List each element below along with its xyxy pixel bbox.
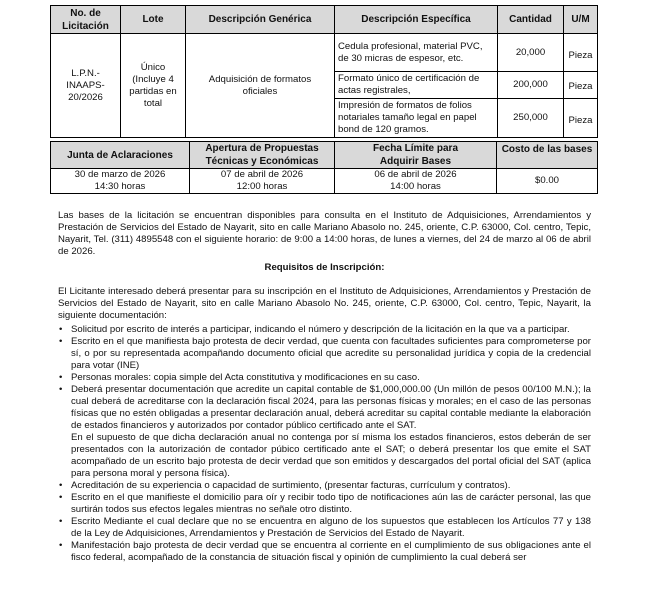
time-text: 12:00 horas — [236, 181, 288, 192]
time-text: 14:30 horas — [94, 181, 146, 192]
requirement-text: Solicitud por escrito de interés a participar, indicando el número y descripción de la licitación en la que va a participar. — [71, 324, 570, 335]
licitacion-number: L.P.N.- INAAPS- 20/2026 — [51, 34, 121, 138]
header-descripcion-generica: Descripción Genérica — [186, 6, 335, 34]
requirements-list — [58, 324, 591, 564]
list-item — [58, 384, 591, 480]
requirement-text: Escrito en el que manifiesta bajo protesta de decir verdad, que cuenta con facultades suficientes para comprometerse por sí, o por su representada acompañando documento oficial que acredite su personalidad jurídica y copia de la credencial para votar (INE) — [71, 336, 591, 371]
item-descripcion: Impresión de formatos de folios notariales tamaño legal en papel bond de 120 gramos. — [335, 99, 498, 138]
bullet-icon: • — [59, 336, 63, 347]
item-descripcion: Formato único de certificación de actas registrales, — [335, 72, 498, 99]
item-um: Pieza — [564, 72, 598, 99]
requirement-text: Deberá presentar documentación que acredite un capital contable de $1,000,000.00 (Un millón de pesos 00/100 M.N.); la cual deberá de acreditarse con la declaración fiscal 2024, para las personas físicas y morales; en el caso de las personas físicas que no estén obligadas a presentar declaración anual, deberá acreditar su capital contable mediante la elaboración de estados financieros y autorizados por contador público certificado ante el SAT. — [71, 384, 591, 431]
requirement-extra-text: En el supuesto de que dicha declaración anual no contenga por sí misma los estados financieros, estos deberán de ser presentados con la autorización de contador púbico certificado ante el SAT; o deberá presentar los que emite el SAT acompañado de un escrito bajo protesta de decir verdad que son emitidos y descargados del portal oficial del SAT (aplica para persona moral y persona física). — [71, 432, 591, 479]
fechas-table — [50, 141, 598, 194]
list-item — [58, 336, 591, 372]
list-item — [58, 540, 591, 564]
list-item — [58, 324, 591, 336]
lote-value: Único (Incluye 4 partidas en total — [121, 34, 186, 138]
time-text: 14:00 horas — [390, 181, 441, 192]
bullet-icon: • — [59, 492, 63, 503]
bases-paragraph: Las bases de la licitación se encuentran disponibles para consulta en el Instituto de Adquisiciones, Arrendamientos y Prestación de Servicios del Estado de Nayarit, sito en calle Mariano Abasolo no. 245, oriente, C.P. 63000, Col. centro, Tepic, Nayarit, Tel. (311) 4895548 con el siguiente horario: de 9:00 a 14:00 horas, de lunes a viernes, del 24 de marzo al 06 de abril de 2026. — [58, 210, 591, 257]
licitacion-table — [50, 5, 598, 138]
item-cantidad: 200,000 — [498, 72, 564, 99]
requirement-text: Manifestación bajo protesta de decir verdad que se encuentra al corriente en el cumplimiento de sus obligaciones ante el fisco federal, acompañado de la constancia de situación fiscal y opinión de cumplimiento la cual deberá ser — [71, 540, 591, 563]
apertura-propuestas-value — [190, 169, 335, 194]
requirement-text: Escrito en el que manifieste el domicilio para oír y recibir todo tipo de notificaciones aún las de carácter personal, las que surtirán todos sus efectos legales mientras no señale otro distinto. — [71, 492, 591, 515]
item-um: Pieza — [564, 34, 598, 72]
requirement-text: Escrito Mediante el cual declare que no se encuentra en alguno de los supuestos que establecen los Artículos 77 y 138 de la Ley de Adquisiciones, Arrendamientos y Prestación de Servicios del Estado de Nayarit. — [71, 516, 591, 539]
section-title: Requisitos de Inscripción: — [264, 262, 385, 273]
intro-paragraph: El Licitante interesado deberá presentar para su inscripción en el Instituto de Adquisiciones, Arrendamientos y Prestación de Servicios del Estado de Nayarit, sito en calle Mariano Abasolo No. 245, oriente, C.P. 63000, Col. centro, Tepic, Nayarit, la siguiente documentación: — [58, 286, 591, 321]
requirement-text: Acreditación de su experiencia o capacidad de surtimiento, (presentar facturas, currículum y contratos). — [71, 480, 511, 491]
header-um: U/M — [564, 6, 598, 34]
item-descripcion: Cedula profesional, material PVC, de 30 micras de espesor, etc. — [335, 34, 498, 72]
requirement-text: Personas morales: copia simple del Acta constitutiva y modificaciones en su caso. — [71, 372, 420, 383]
item-cantidad: 20,000 — [498, 34, 564, 72]
bullet-icon: • — [59, 324, 63, 335]
descripcion-generica: Adquisición de formatos oficiales — [186, 34, 335, 138]
bullet-icon: • — [59, 516, 63, 527]
header-costo-bases: Costo de las bases — [497, 142, 598, 169]
header-descripcion-especifica: Descripción Específica — [335, 6, 498, 34]
junta-aclaraciones-value — [51, 169, 190, 194]
list-item — [58, 480, 591, 492]
header-no-licitacion: No. de Licitación — [51, 6, 121, 34]
bullet-icon: • — [59, 372, 63, 383]
item-um: Pieza — [564, 99, 598, 138]
date-text: 30 de marzo de 2026 — [74, 169, 166, 180]
bullet-icon: • — [59, 480, 63, 491]
list-item — [58, 492, 591, 516]
list-item — [58, 516, 591, 540]
item-cantidad: 250,000 — [498, 99, 564, 138]
date-text: 07 de abril de 2026 — [220, 169, 304, 180]
costo-bases-value: $0.00 — [497, 169, 598, 194]
date-text: 06 de abril de 2026 — [374, 169, 457, 180]
header-lote: Lote — [121, 6, 186, 34]
bullet-icon: • — [59, 384, 63, 395]
header-cantidad: Cantidad — [498, 6, 564, 34]
header-fecha-limite: Fecha Límite para Adquirir Bases — [335, 142, 497, 169]
list-item — [58, 372, 591, 384]
header-junta-aclaraciones: Junta de Aclaraciones — [51, 142, 190, 169]
bullet-icon: • — [59, 540, 63, 551]
header-apertura-propuestas: Apertura de Propuestas Técnicas y Económicas — [190, 142, 335, 169]
fecha-limite-value — [335, 169, 497, 194]
